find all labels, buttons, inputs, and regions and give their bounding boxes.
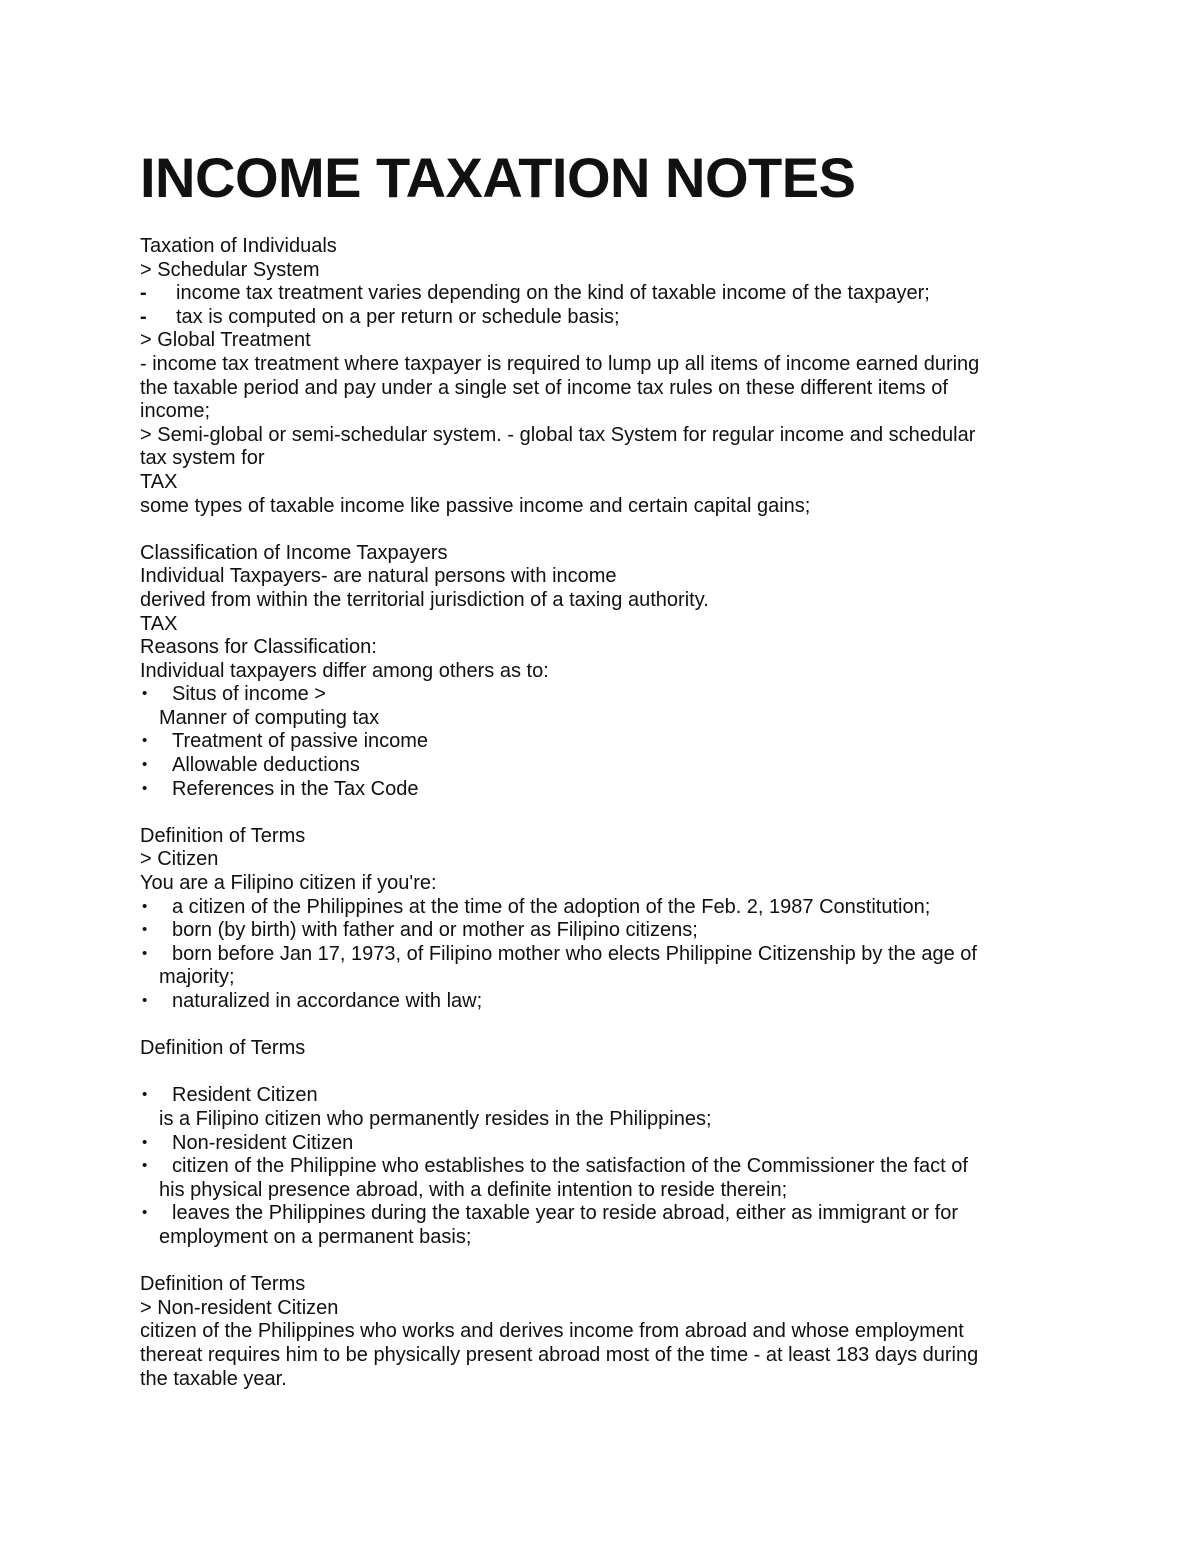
section-heading: Definition of Terms [140, 1273, 306, 1296]
bullet-item: • naturalized in accordance with law; [140, 990, 1065, 1014]
bullet-item: • born before Jan 17, 1973, of Filipino mother who elects Philippine Citizenship by the age of [140, 943, 1065, 967]
section-heading: Definition of Terms [140, 1037, 306, 1060]
bullet-item: • citizen of the Philippine who establishes to the satisfaction of the Commissioner the fact of [140, 1155, 1065, 1179]
text-line: > Semi-global or semi-schedular system. - global tax System for regular income and schedular [140, 423, 976, 446]
text-line: - income tax treatment where taxpayer is required to lump up all items of income earned during [140, 352, 980, 375]
section-heading: Taxation of Individuals [140, 235, 337, 257]
bullet-continuation: majority; [159, 966, 235, 989]
subheading: > Schedular System [140, 258, 320, 281]
bullet-item: • leaves the Philippines during the taxable year to reside abroad, either as immigrant or for [140, 1202, 1065, 1226]
tax-label: TAX [140, 612, 178, 635]
text-line: thereat requires him to be physically present abroad most of the time - at least 183 days during [140, 1343, 979, 1366]
text-line: tax system for [140, 447, 265, 470]
text-line: Individual Taxpayers- are natural persons with income [140, 565, 617, 588]
bullet-item: • Resident Citizen [140, 1084, 1065, 1108]
bullet-item: • Non-resident Citizen [140, 1132, 1065, 1156]
bullet-item: • Treatment of passive income [140, 730, 1065, 754]
bullet-item: • References in the Tax Code [140, 778, 1065, 802]
text-line: Reasons for Classification: [140, 636, 377, 659]
subheading: > Citizen [140, 848, 219, 871]
subheading: > Global Treatment [140, 329, 311, 352]
bullet-continuation: Manner of computing tax [159, 706, 380, 729]
text-line: derived from within the territorial jurisdiction of a taxing authority. [140, 588, 709, 611]
spacer [140, 1250, 1065, 1274]
text-line: You are a Filipino citizen if you're: [140, 872, 437, 895]
bullet-item: • Allowable deductions [140, 754, 1065, 778]
bullet-item: • born (by birth) with father and or mother as Filipino citizens; [140, 919, 1065, 943]
spacer [140, 1061, 1065, 1085]
document-title: INCOME TAXATION NOTES [140, 146, 856, 209]
tax-label: TAX [140, 470, 178, 493]
subheading: > Non-resident Citizen [140, 1296, 339, 1319]
text-line: some types of taxable income like passive income and certain capital gains; [140, 494, 811, 517]
dash-item: - tax is computed on a per return or schedule basis; [140, 306, 1065, 330]
spacer [140, 801, 1065, 825]
bullet-item: • a citizen of the Philippines at the time of the adoption of the Feb. 2, 1987 Constitution; [140, 896, 1065, 920]
section-heading: Definition of Terms [140, 824, 306, 847]
spacer [140, 518, 1065, 542]
bullet-continuation: his physical presence abroad, with a definite intention to reside therein; [159, 1178, 788, 1201]
text-line: the taxable period and pay under a single set of income tax rules on these different items of [140, 376, 948, 399]
text-line: income; [140, 400, 211, 423]
text-line: citizen of the Philippines who works and derives income from abroad and whose employment [140, 1320, 964, 1343]
section-heading: Classification of Income Taxpayers [140, 541, 448, 564]
dash-item: - income tax treatment varies depending on the kind of taxable income of the taxpayer; [140, 282, 1065, 306]
text-line: Individual taxpayers differ among others as to: [140, 659, 549, 682]
bullet-continuation: is a Filipino citizen who permanently resides in the Philippines; [159, 1107, 712, 1130]
bullet-item: • Situs of income > [140, 683, 1065, 707]
bullet-continuation: employment on a permanent basis; [159, 1225, 472, 1248]
document-body [140, 235, 1065, 1391]
spacer [140, 1014, 1065, 1038]
text-line: the taxable year. [140, 1367, 287, 1390]
